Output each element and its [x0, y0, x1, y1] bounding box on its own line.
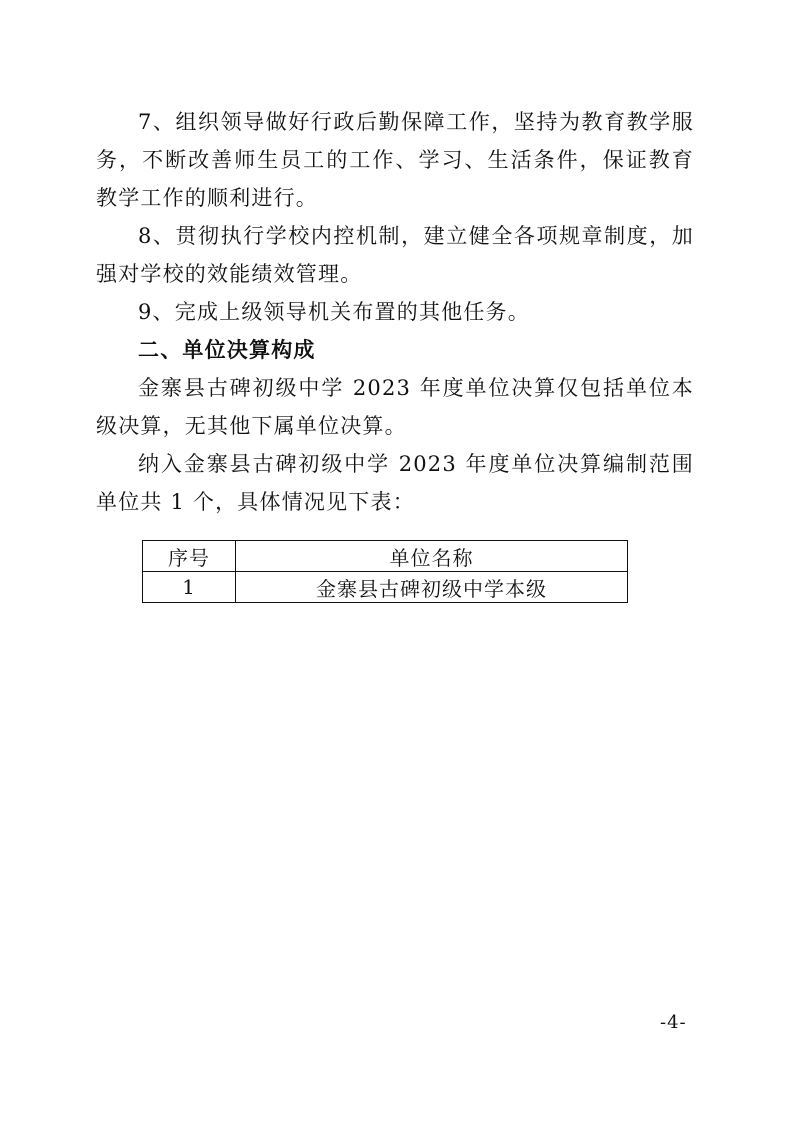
page-number: -4-	[660, 1012, 687, 1033]
table-row	[143, 572, 628, 603]
section-paragraph-count: 纳入金寨县古碑初级中学 2023 年度单位决算编制范围单位共 1 个，具体情况见下表：	[96, 452, 694, 514]
paragraph-item-8: 8、贯彻执行学校内控机制，建立健全各项规章制度，加强对学校的效能绩效管理。	[96, 224, 694, 286]
table-header-row	[143, 541, 628, 572]
paragraph-item-9: 9、完成上级领导机关布置的其他任务。	[138, 300, 530, 324]
table-cell-unit-name: 金寨县古碑初级中学本级	[236, 572, 628, 603]
paragraph-item-7: 7、组织领导做好行政后勤保障工作，坚持为教育教学服务，不断改善师生员工的工作、学习、生活条件，保证教育教学工作的顺利进行。	[96, 110, 694, 210]
unit-table	[142, 540, 628, 603]
document-body	[96, 103, 694, 521]
table-cell-seq: 1	[143, 572, 236, 603]
section-heading: 二、单位决算构成	[138, 338, 316, 362]
section-paragraph-scope: 金寨县古碑初级中学 2023 年度单位决算仅包括单位本级决算，无其他下属单位决算。	[96, 376, 694, 438]
table-header-seq: 序号	[143, 541, 236, 572]
table-header-unit-name: 单位名称	[236, 541, 628, 572]
